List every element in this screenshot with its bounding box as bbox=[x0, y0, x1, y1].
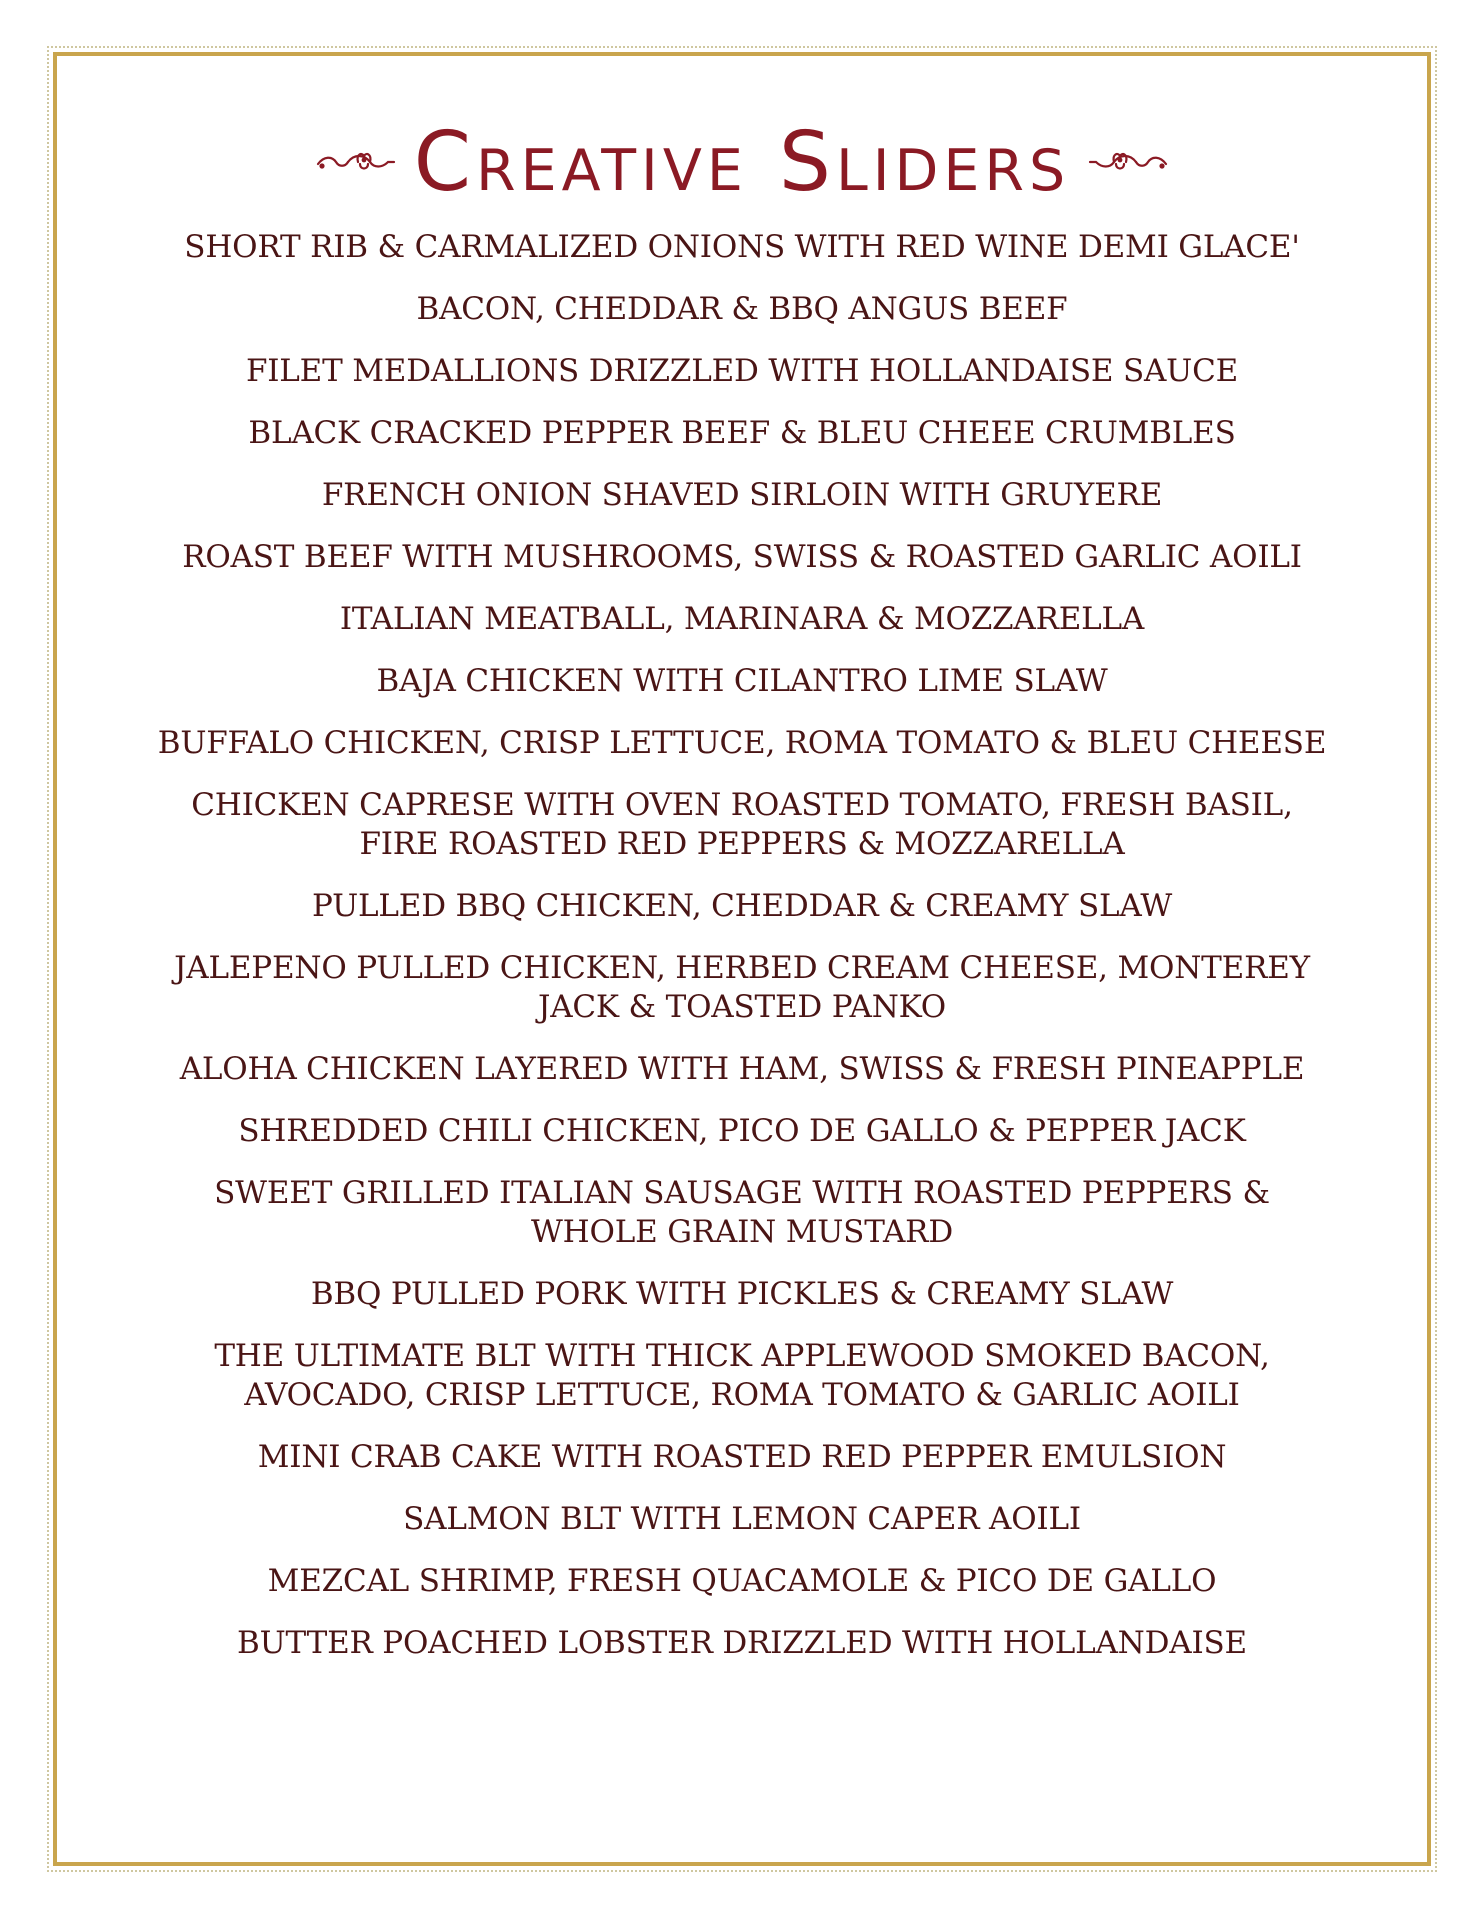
menu-item bbox=[110, 1174, 1374, 1252]
menu-item-line: WHOLE GRAIN MUSTARD bbox=[531, 1214, 953, 1250]
menu-item bbox=[110, 1337, 1374, 1415]
menu-item-line: ALOHA CHICKEN LAYERED WITH HAM, SWISS & FRESH PINEAPPLE bbox=[179, 1051, 1305, 1087]
menu-item bbox=[110, 1500, 1374, 1539]
menu-item-line: AVOCADO, CRISP LETTUCE, ROMA TOMATO & GARLIC AOILI bbox=[244, 1377, 1240, 1413]
page-title: Creative Sliders bbox=[413, 115, 1071, 210]
menu-item bbox=[110, 1562, 1374, 1601]
menu-item-line: FIRE ROASTED RED PEPPERS & MOZZARELLA bbox=[359, 826, 1125, 862]
menu-item-line: JACK & TOASTED PANKO bbox=[538, 989, 946, 1025]
menu-item-line: BACON, CHEDDAR & BBQ ANGUS BEEF bbox=[416, 291, 1068, 327]
menu-item-line: BUTTER POACHED LOBSTER DRIZZLED WITH HOLLANDAISE bbox=[237, 1625, 1247, 1661]
menu-item-line: MEZCAL SHRIMP, FRESH QUACAMOLE & PICO DE GALLO bbox=[267, 1563, 1217, 1599]
menu-item bbox=[110, 1275, 1374, 1314]
menu-item-line: SHREDDED CHILI CHICKEN, PICO DE GALLO & PEPPER JACK bbox=[238, 1113, 1246, 1149]
menu-item-line: THE ULTIMATE BLT WITH THICK APPLEWOOD SMOKED BACON, bbox=[214, 1338, 1270, 1374]
menu-item-line: JALEPENO PULLED CHICKEN, HERBED CREAM CHEESE, MONTEREY bbox=[174, 950, 1310, 986]
menu-item bbox=[110, 476, 1374, 515]
menu-item bbox=[110, 786, 1374, 864]
menu-item-line: SALMON BLT WITH LEMON CAPER AOILI bbox=[403, 1501, 1081, 1537]
menu-item-line: BBQ PULLED PORK WITH PICKLES & CREAMY SLAW bbox=[310, 1276, 1174, 1312]
menu-item-line: BLACK CRACKED PEPPER BEEF & BLEU CHEEE CRUMBLES bbox=[248, 415, 1236, 451]
menu-item bbox=[110, 414, 1374, 453]
flourish-left-icon bbox=[314, 148, 396, 178]
menu-item-line: CHICKEN CAPRESE WITH OVEN ROASTED TOMATO, FRESH BASIL, bbox=[191, 787, 1293, 823]
menu-item-line: FRENCH ONION SHAVED SIRLOIN WITH GRUYERE bbox=[321, 477, 1163, 513]
slider-menu-list bbox=[110, 228, 1374, 1686]
menu-item bbox=[110, 290, 1374, 329]
header bbox=[0, 115, 1484, 210]
menu-item bbox=[110, 662, 1374, 701]
menu-item bbox=[110, 600, 1374, 639]
menu-item-line: PULLED BBQ CHICKEN, CHEDDAR & CREAMY SLAW bbox=[311, 888, 1172, 924]
menu-item bbox=[110, 352, 1374, 391]
menu-item-line: BUFFALO CHICKEN, CRISP LETTUCE, ROMA TOMATO & BLEU CHEESE bbox=[157, 725, 1327, 761]
menu-item-line: SWEET GRILLED ITALIAN SAUSAGE WITH ROASTED PEPPERS & bbox=[214, 1175, 1270, 1211]
menu-item bbox=[110, 949, 1374, 1027]
menu-item-line: FILET MEDALLIONS DRIZZLED WITH HOLLANDAISE SAUCE bbox=[245, 353, 1239, 389]
menu-item bbox=[110, 1624, 1374, 1663]
menu-item bbox=[110, 887, 1374, 926]
menu-item-line: SHORT RIB & CARMALIZED ONIONS WITH RED WINE DEMI GLACE' bbox=[184, 229, 1300, 265]
menu-item bbox=[110, 724, 1374, 763]
menu-item bbox=[110, 1438, 1374, 1477]
menu-item bbox=[110, 1112, 1374, 1151]
menu-item bbox=[110, 1050, 1374, 1089]
menu-item-line: BAJA CHICKEN WITH CILANTRO LIME SLAW bbox=[376, 663, 1108, 699]
menu-item bbox=[110, 538, 1374, 577]
menu-item-line: MINI CRAB CAKE WITH ROASTED RED PEPPER EMULSION bbox=[257, 1439, 1227, 1475]
flourish-right-icon bbox=[1088, 148, 1170, 178]
menu-item-line: ROAST BEEF WITH MUSHROOMS, SWISS & ROASTED GARLIC AOILI bbox=[182, 539, 1302, 575]
menu-item-line: ITALIAN MEATBALL, MARINARA & MOZZARELLA bbox=[339, 601, 1145, 637]
menu-item bbox=[110, 228, 1374, 267]
